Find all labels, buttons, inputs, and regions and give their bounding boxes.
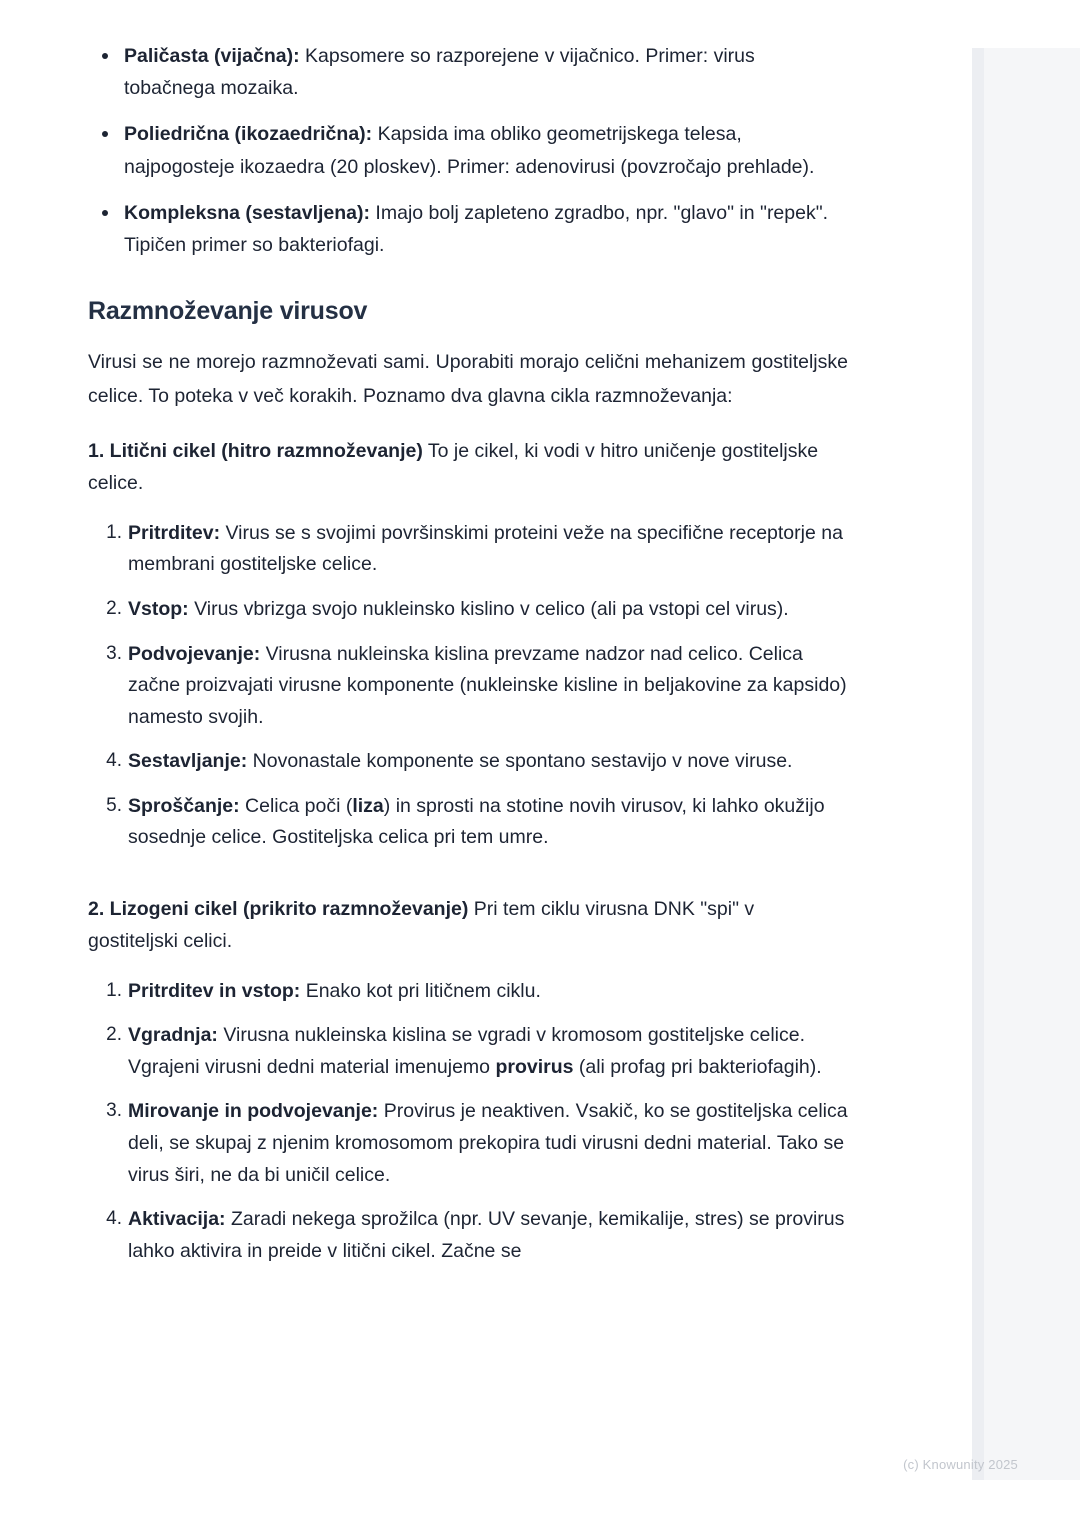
list-item: [88, 40, 848, 104]
spacer: [88, 867, 848, 893]
list-item: [88, 791, 848, 854]
list-item-text: Novonastale komponente se spontano sestavijo v nove viruse.: [247, 750, 793, 773]
litic-cycle-heading: [88, 435, 848, 500]
litic-cycle-steps: [88, 518, 848, 854]
list-item-text: Virus vbrizga svojo nukleinsko kislino v celico (ali pa vstopi cel virus).: [188, 597, 789, 620]
list-item-text: Zaradi nekega sprožilca (npr. UV sevanje, kemikalije, stres) se provirus lahko aktivira in preide v litični cikel. Začne se: [128, 1208, 845, 1262]
list-item-term: Pritrditev in vstop:: [128, 979, 301, 1002]
list-item-text: Enako kot pri litičnem ciklu.: [300, 979, 541, 1002]
list-item-term: Mirovanje in podvojevanje:: [128, 1100, 379, 1123]
list-item-term: Pritrditev:: [128, 521, 221, 544]
list-item-text: Virus se s svojimi površinskimi proteini veže na specifične receptorje na membrani gostiteljske celice.: [128, 521, 843, 576]
lizogeni-cycle-heading-bold: 2. Lizogeni cikel (prikrito razmnoževanje): [88, 898, 469, 921]
watermark: (c) Knowunity 2025: [903, 1457, 1018, 1472]
section-heading: Razmnoževanje virusov: [88, 297, 368, 326]
list-item-term: Podvojevanje:: [128, 642, 261, 665]
list-item-inline-bold: provirus: [495, 1055, 574, 1078]
list-item-text-before: Celica poči (: [239, 794, 353, 817]
list-item: [88, 1204, 848, 1267]
list-item-inline-bold: liza: [352, 794, 384, 817]
list-item-term: Sestavljanje:: [128, 750, 248, 773]
list-item-term: Kompleksna (sestavljena):: [124, 201, 371, 224]
list-item-text: Kapsomere so razporejene v vijačnico. Primer: virus tobačnega mozaika.: [124, 45, 755, 100]
lizogeni-cycle-heading-rest: Pri tem ciklu virusna DNK "spi" v gostiteljski celici.: [88, 898, 755, 953]
list-item: [88, 746, 848, 778]
lizogeni-cycle-heading: [88, 893, 848, 958]
list-item-text-after: (ali profag pri bakteriofagih).: [573, 1055, 822, 1078]
list-item-text: Kapsida ima obliko geometrijskega telesa, najpogosteje ikozaedra (20 ploskev). Primer: adenovirusi (povzročajo prehlade).: [124, 123, 815, 178]
document-content: [88, 40, 848, 1280]
list-item-text-before: Virusna nukleinska kislina se vgradi v kromosom gostiteljske celice. Vgrajeni virusni dedni material imenujemo: [128, 1024, 805, 1078]
lizogeni-cycle-steps: [88, 976, 848, 1268]
rail-panel: [984, 48, 1080, 1480]
list-item: [88, 1020, 848, 1083]
litic-cycle-heading-rest: To je cikel, ki vodi v hitro uničenje gostiteljske celice.: [88, 440, 819, 495]
list-item: [88, 976, 848, 1008]
list-item-term: Vstop:: [128, 597, 189, 620]
list-item: [88, 1096, 848, 1191]
list-item-term: Vgradnja:: [128, 1024, 218, 1047]
list-item: [88, 594, 848, 626]
list-item-term: Sproščanje:: [128, 794, 240, 817]
list-item-text: Imajo bolj zapleteno zgradbo, npr. "glavo" in "repek". Tipičen primer so bakteriofagi.: [124, 201, 829, 256]
list-item-term: Paličasta (vijačna):: [124, 45, 300, 67]
rail-shadow-strip: [972, 48, 984, 1480]
list-item-text: Virusna nukleinska kislina prevzame nadzor nad celico. Celica začne proizvajati virusne komponente (nukleinske kisline in beljakovine za kapsido) namesto svojih.: [128, 642, 847, 728]
litic-cycle-heading-bold: 1. Litični cikel (hitro razmnoževanje): [88, 440, 423, 463]
list-item-text: Provirus je neaktiven. Vsakič, ko se gostiteljska celica deli, se skupaj z njenim kromosomom prekopira tudi virusni dedni material. Tako se virus širi, ne da bi uničil celice.: [128, 1100, 848, 1186]
list-item: [88, 518, 848, 581]
list-item-text-after: ) in sprosti na stotine novih virusov, ki lahko okužijo sosednje celice. Gostiteljska celica pri tem umre.: [128, 794, 825, 849]
intro-paragraph: Virusi se ne morejo razmnoževati sami. Uporabiti morajo celični mehanizem gostiteljske celice. To poteka v več korakih. Poznamo dva glavna cikla razmnoževanja:: [88, 351, 848, 407]
list-item: [88, 639, 848, 734]
page-right-rail: [972, 0, 1080, 1528]
capsid-shape-list: [88, 40, 848, 261]
list-item-term: Poliedrična (ikozaedrična):: [124, 123, 373, 146]
list-item-term: Aktivacija:: [128, 1208, 226, 1231]
list-item: [88, 118, 848, 182]
list-item: [88, 197, 848, 261]
